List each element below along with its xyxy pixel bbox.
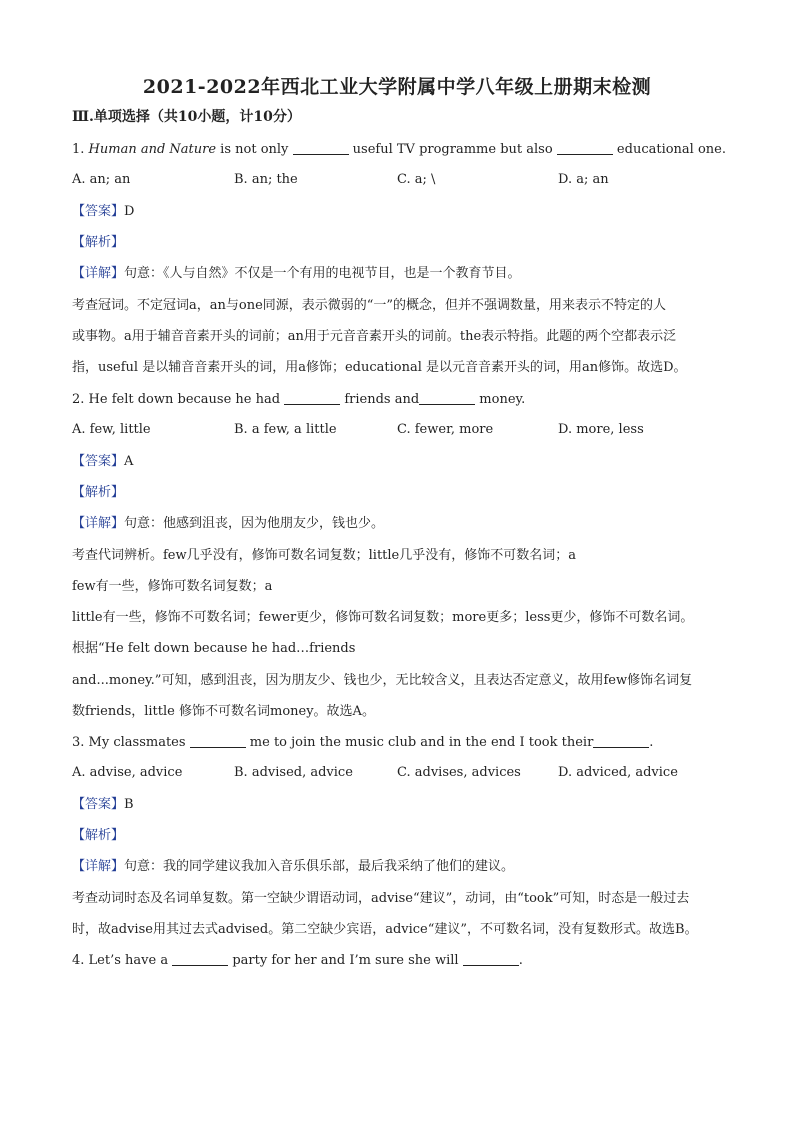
blank[interactable] <box>463 953 519 966</box>
blank[interactable] <box>190 735 246 748</box>
answer-value: B <box>124 797 134 812</box>
detail-line: and...money.”可知，感到沮丧，因为朋友少、钱也少，无比较含义，且表达否定意义，故用few修饰名词复 <box>72 673 693 688</box>
detail-line: 【详解】句意：我的同学建议我加入音乐俱乐部，最后我采纳了他们的建议。 <box>72 859 515 874</box>
answer-label: 【答案】 <box>72 204 125 219</box>
answer-label: 【答案】 <box>72 797 125 812</box>
detail-line: 【详解】句意：《人与自然》不仅是一个有用的电视节目，也是一个教育节目。 <box>72 266 521 281</box>
analysis-label: 【解析】 <box>72 828 125 843</box>
option-d[interactable]: D. more, less <box>558 422 644 437</box>
detail-line: 根据“He felt down because he had…friends <box>72 641 356 656</box>
option-d[interactable]: D. a; an <box>558 172 609 187</box>
analysis-label: 【解析】 <box>72 485 125 500</box>
blank[interactable] <box>419 392 475 405</box>
detail-line: little有一些，修饰不可数名词；fewer更少，修饰可数名词复数；more更多；less更少，修饰不可数名词。 <box>72 610 694 625</box>
answer-label: 【答案】 <box>72 454 125 469</box>
option-d[interactable]: D. adviced, advice <box>558 765 678 780</box>
detail-label: 【详解】 <box>72 266 125 281</box>
blank[interactable] <box>593 735 649 748</box>
detail-line: 或事物。a用于辅音音素开头的词前；an用于元音音素开头的词前。the表示特指。此题的两个空都表示泛 <box>72 329 677 344</box>
detail-line: 数friends，little 修饰不可数名词money。故选A。 <box>72 704 375 719</box>
question-1-stem: 1. Human and Nature is not only useful TV programme but also educational one. <box>72 142 726 157</box>
answer-line <box>72 796 722 814</box>
answer-line <box>72 203 722 221</box>
section-heading: Ⅲ.单项选择（共10小题，计10分） <box>72 109 301 125</box>
blank[interactable] <box>284 392 340 405</box>
option-c[interactable]: C. advises, advices <box>397 765 521 780</box>
option-c[interactable]: C. fewer, more <box>397 422 494 437</box>
question-4-stem: 4. Let’s have a party for her and I’m sure she will . <box>72 953 523 968</box>
detail-label: 【详解】 <box>72 859 125 874</box>
answer-line <box>72 453 722 471</box>
detail-label: 【详解】 <box>72 516 125 531</box>
option-c[interactable]: C. a; \ <box>397 172 436 187</box>
detail-line: 时，故advise用其过去式advised。第二空缺少宾语，advice“建议”，不可数名词，没有复数形式。故选B。 <box>72 922 698 937</box>
option-b[interactable]: B. an; the <box>234 172 298 187</box>
document-title: 2021-2022年西北工业大学附属中学八年级上册期末检测 <box>142 76 652 98</box>
answer-value: D <box>124 204 135 219</box>
option-a[interactable]: A. an; an <box>72 172 131 187</box>
analysis-label: 【解析】 <box>72 235 125 250</box>
option-b[interactable]: B. a few, a little <box>234 422 337 437</box>
question-3-stem: 3. My classmates me to join the music club and in the end I took their . <box>72 735 654 750</box>
detail-line: 考查代词辨析。few几乎没有，修饰可数名词复数；little几乎没有，修饰不可数名词；a <box>72 548 576 563</box>
question-2-stem: 2. He felt down because he had friends and money. <box>72 392 526 407</box>
blank[interactable] <box>557 142 613 155</box>
option-a[interactable]: A. advise, advice <box>72 765 183 780</box>
answer-value: A <box>124 454 134 469</box>
detail-line: 【详解】句意：他感到沮丧，因为他朋友少，钱也少。 <box>72 516 385 531</box>
blank[interactable] <box>172 953 228 966</box>
blank[interactable] <box>293 142 349 155</box>
option-a[interactable]: A. few, little <box>72 422 151 437</box>
detail-line: few有一些，修饰可数名词复数；a <box>72 579 273 594</box>
detail-line: 考查冠词。不定冠词a，an与one同源，表示微弱的“一”的概念，但并不强调数量，用来表示不特定的人 <box>72 298 667 313</box>
detail-line: 指，useful 是以辅音音素开头的词，用a修饰；educational 是以元音音素开头的词，用an修饰。故选D。 <box>72 360 687 375</box>
detail-line: 考查动词时态及名词单复数。第一空缺少谓语动词，advise“建议”，动词，由“took”可知，时态是一般过去 <box>72 891 690 906</box>
option-b[interactable]: B. advised, advice <box>234 765 353 780</box>
